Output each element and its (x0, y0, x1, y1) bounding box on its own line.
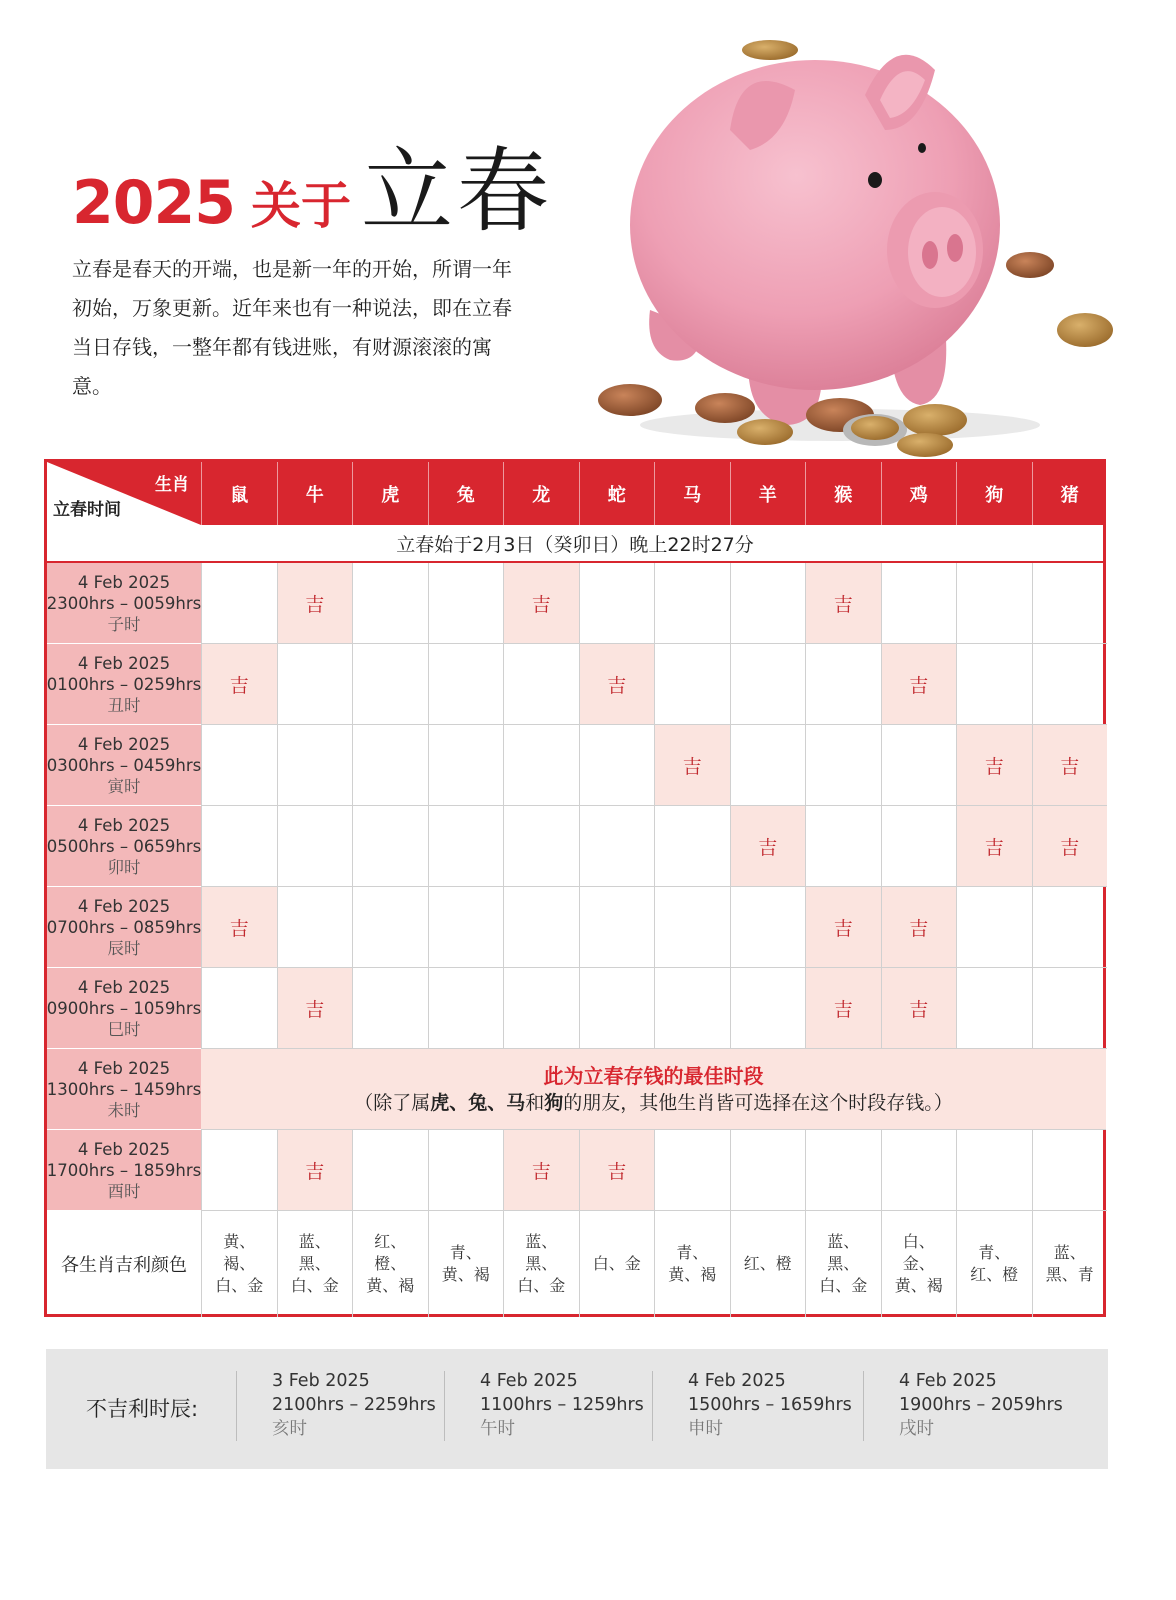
time-slot-hours: 0300hrs – 0459hrs (46, 755, 202, 775)
lucky-colors-cell: 白、金 (579, 1211, 655, 1317)
time-slot-cell (47, 644, 201, 725)
empty-cell (654, 563, 730, 644)
piggy-bank-image (590, 20, 1150, 460)
lucky-cell: 吉 (805, 887, 881, 968)
lucky-colors-cell: 白、金、黄、褐 (881, 1211, 957, 1317)
lucky-colors-cell: 黄、褐、白、金 (201, 1211, 277, 1317)
time-slot-cell (47, 887, 201, 968)
time-slot-hours: 0700hrs – 0859hrs (46, 917, 202, 937)
empty-cell (579, 968, 655, 1049)
title-year: 2025 (72, 168, 235, 238)
lucky-cell: 吉 (579, 1130, 655, 1211)
time-slot-cell (47, 1130, 201, 1211)
lucky-cell: 吉 (956, 725, 1032, 806)
best-period-title: 此为立春存钱的最佳时段 (543, 1064, 764, 1088)
page-title (72, 118, 554, 245)
empty-cell (881, 563, 957, 644)
unlucky-hours-band (46, 1349, 1108, 1469)
empty-cell (352, 563, 428, 644)
empty-cell (654, 968, 730, 1049)
unlucky-date: 4 Feb 2025 (688, 1371, 786, 1391)
time-slot-shichen: 寅时 (107, 776, 141, 796)
lucky-cell: 吉 (805, 968, 881, 1049)
best-note-part: （除了属 (354, 1092, 431, 1114)
lucky-colors-cell: 蓝、黑、青 (1032, 1211, 1108, 1317)
empty-cell (352, 1130, 428, 1211)
lucky-colors-cell: 蓝、黑、白、金 (805, 1211, 881, 1317)
band-divider (652, 1371, 653, 1441)
lucky-cell: 吉 (881, 887, 957, 968)
empty-cell (579, 725, 655, 806)
time-slot-shichen: 辰时 (107, 938, 141, 958)
best-period-note (354, 1090, 953, 1116)
best-note-part: 狗 (544, 1092, 564, 1114)
unlucky-label: 不吉利时辰: (86, 1397, 199, 1421)
unlucky-shichen: 戌时 (899, 1419, 934, 1439)
time-slot-shichen: 未时 (107, 1100, 141, 1120)
best-note-part: 虎、兔、马 (430, 1092, 526, 1114)
empty-cell (428, 1130, 504, 1211)
band-divider (236, 1371, 237, 1441)
unlucky-item (899, 1369, 1063, 1441)
zodiac-header-cell: 蛇 (579, 462, 655, 525)
lucky-cell: 吉 (881, 968, 957, 1049)
time-slot-cell (47, 1049, 201, 1130)
lucky-colors-cell: 青、黄、褐 (654, 1211, 730, 1317)
empty-cell (956, 968, 1032, 1049)
empty-cell (805, 644, 881, 725)
empty-cell (881, 725, 957, 806)
time-slot-shichen: 酉时 (107, 1181, 141, 1201)
empty-cell (1032, 563, 1108, 644)
empty-cell (352, 644, 428, 725)
empty-cell (881, 806, 957, 887)
empty-cell (956, 563, 1032, 644)
lucky-colors-cell: 蓝、黑、白、金 (503, 1211, 579, 1317)
empty-cell (428, 968, 504, 1049)
time-slot-hours: 1300hrs – 1459hrs (46, 1079, 202, 1099)
lucky-colors-cell: 红、橙 (730, 1211, 806, 1317)
corner-zodiac-label: 生肖 (155, 475, 189, 495)
empty-cell (201, 563, 277, 644)
empty-cell (579, 806, 655, 887)
empty-cell (730, 968, 806, 1049)
time-slot-cell (47, 563, 201, 644)
time-slot-date: 4 Feb 2025 (77, 815, 171, 835)
empty-cell (956, 644, 1032, 725)
lucky-cell: 吉 (805, 563, 881, 644)
empty-cell (654, 887, 730, 968)
empty-cell (428, 563, 504, 644)
unlucky-item (480, 1369, 644, 1441)
empty-cell (201, 725, 277, 806)
empty-cell (503, 806, 579, 887)
empty-cell (730, 725, 806, 806)
zodiac-header-cell: 牛 (277, 462, 353, 525)
empty-cell (730, 644, 806, 725)
empty-cell (881, 1130, 957, 1211)
time-slot-hours: 2300hrs – 0059hrs (46, 593, 202, 613)
empty-cell (277, 887, 353, 968)
lucky-colors-label: 各生肖吉利颜色 (61, 1255, 187, 1276)
lucky-cell: 吉 (277, 968, 353, 1049)
unlucky-shichen: 申时 (688, 1419, 723, 1439)
intro-paragraph: 立春是春天的开端，也是新一年的开始，所谓一年初始，万象更新。近年来也有一种说法，即在立春当日存钱，一整年都有钱进账，有财源滚滚的寓意。 (72, 257, 512, 398)
empty-cell (352, 887, 428, 968)
empty-cell (277, 644, 353, 725)
empty-cell (503, 644, 579, 725)
empty-cell (579, 887, 655, 968)
empty-cell (352, 806, 428, 887)
band-divider (863, 1371, 864, 1441)
band-divider (444, 1371, 445, 1441)
unlucky-shichen: 亥时 (272, 1419, 307, 1439)
empty-cell (1032, 968, 1108, 1049)
unlucky-date: 4 Feb 2025 (899, 1371, 997, 1391)
lichun-timing-table (44, 459, 1106, 1317)
empty-cell (730, 887, 806, 968)
unlucky-hours: 1900hrs – 2059hrs (899, 1395, 1063, 1415)
zodiac-header-cell: 兔 (428, 462, 504, 525)
time-slot-shichen: 卯时 (107, 857, 141, 877)
lucky-colors-cell: 蓝、黑、白、金 (277, 1211, 353, 1317)
unlucky-date: 4 Feb 2025 (480, 1371, 578, 1391)
empty-cell (730, 1130, 806, 1211)
title-about: 关于 (251, 177, 351, 235)
time-slot-cell (47, 806, 201, 887)
time-slot-date: 4 Feb 2025 (77, 896, 171, 916)
empty-cell (201, 968, 277, 1049)
lucky-colors-cell: 红、橙、黄、褐 (352, 1211, 428, 1317)
empty-cell (277, 806, 353, 887)
title-main: 立春 (361, 138, 554, 245)
lucky-cell: 吉 (503, 1130, 579, 1211)
time-slot-hours: 0500hrs – 0659hrs (46, 836, 202, 856)
empty-cell (428, 887, 504, 968)
zodiac-header-cell: 虎 (352, 462, 428, 525)
time-slot-shichen: 子时 (107, 614, 141, 634)
empty-cell (201, 806, 277, 887)
lucky-cell: 吉 (277, 1130, 353, 1211)
lucky-cell: 吉 (654, 725, 730, 806)
zodiac-header-cell: 猪 (1032, 462, 1108, 525)
lucky-cell: 吉 (201, 887, 277, 968)
lucky-cell: 吉 (881, 644, 957, 725)
unlucky-hours: 1500hrs – 1659hrs (688, 1395, 852, 1415)
time-slot-date: 4 Feb 2025 (77, 1139, 171, 1159)
unlucky-hours: 1100hrs – 1259hrs (480, 1395, 644, 1415)
unlucky-item (272, 1369, 436, 1441)
unlucky-hours: 2100hrs – 2259hrs (272, 1395, 436, 1415)
time-slot-hours: 0100hrs – 0259hrs (46, 674, 202, 694)
empty-cell (1032, 887, 1108, 968)
empty-cell (277, 725, 353, 806)
start-time-row: 立春始于2月3日（癸卯日）晚上22时27分 (47, 525, 1103, 563)
unlucky-shichen: 午时 (480, 1419, 515, 1439)
lucky-cell: 吉 (730, 806, 806, 887)
lucky-cell: 吉 (956, 806, 1032, 887)
table-corner (47, 462, 201, 525)
empty-cell (428, 806, 504, 887)
empty-cell (956, 887, 1032, 968)
empty-cell (579, 563, 655, 644)
corner-time-label: 立春时间 (53, 500, 121, 520)
time-slot-shichen: 巳时 (107, 1019, 141, 1039)
zodiac-header-cell: 马 (654, 462, 730, 525)
empty-cell (352, 725, 428, 806)
empty-cell (805, 1130, 881, 1211)
time-slot-cell (47, 968, 201, 1049)
empty-cell (805, 806, 881, 887)
zodiac-header-cell: 龙 (503, 462, 579, 525)
empty-cell (1032, 1130, 1108, 1211)
empty-cell (1032, 644, 1108, 725)
empty-cell (956, 1130, 1032, 1211)
empty-cell (503, 887, 579, 968)
best-period-banner (201, 1049, 1106, 1130)
empty-cell (201, 1130, 277, 1211)
zodiac-header-cell: 羊 (730, 462, 806, 525)
lucky-cell: 吉 (277, 563, 353, 644)
time-slot-hours: 1700hrs – 1859hrs (46, 1160, 202, 1180)
time-slot-shichen: 丑时 (107, 695, 141, 715)
unlucky-date: 3 Feb 2025 (272, 1371, 370, 1391)
empty-cell (730, 563, 806, 644)
time-slot-date: 4 Feb 2025 (77, 734, 171, 754)
zodiac-header-cell: 鼠 (201, 462, 277, 525)
empty-cell (428, 725, 504, 806)
time-slot-date: 4 Feb 2025 (77, 1058, 171, 1078)
best-note-part: 和 (525, 1092, 545, 1114)
lucky-cell: 吉 (503, 563, 579, 644)
empty-cell (654, 806, 730, 887)
empty-cell (503, 725, 579, 806)
time-slot-hours: 0900hrs – 1059hrs (46, 998, 202, 1018)
time-slot-date: 4 Feb 2025 (77, 572, 171, 592)
empty-cell (352, 968, 428, 1049)
lucky-colors-cell: 青、黄、褐 (428, 1211, 504, 1317)
empty-cell (503, 968, 579, 1049)
empty-cell (654, 1130, 730, 1211)
best-note-part: 的朋友，其他生肖皆可选择在这个时段存钱。） (563, 1092, 953, 1114)
empty-cell (654, 644, 730, 725)
time-slot-cell (47, 725, 201, 806)
empty-cell (428, 644, 504, 725)
lucky-cell: 吉 (1032, 725, 1108, 806)
zodiac-header-cell: 猴 (805, 462, 881, 525)
empty-cell (805, 725, 881, 806)
zodiac-header-cell: 鸡 (881, 462, 957, 525)
lucky-colors-cell: 青、红、橙 (956, 1211, 1032, 1317)
lucky-cell: 吉 (1032, 806, 1108, 887)
time-slot-date: 4 Feb 2025 (77, 977, 171, 997)
time-slot-date: 4 Feb 2025 (77, 653, 171, 673)
unlucky-item (688, 1369, 852, 1441)
lucky-cell: 吉 (201, 644, 277, 725)
lucky-cell: 吉 (579, 644, 655, 725)
zodiac-header-cell: 狗 (956, 462, 1032, 525)
